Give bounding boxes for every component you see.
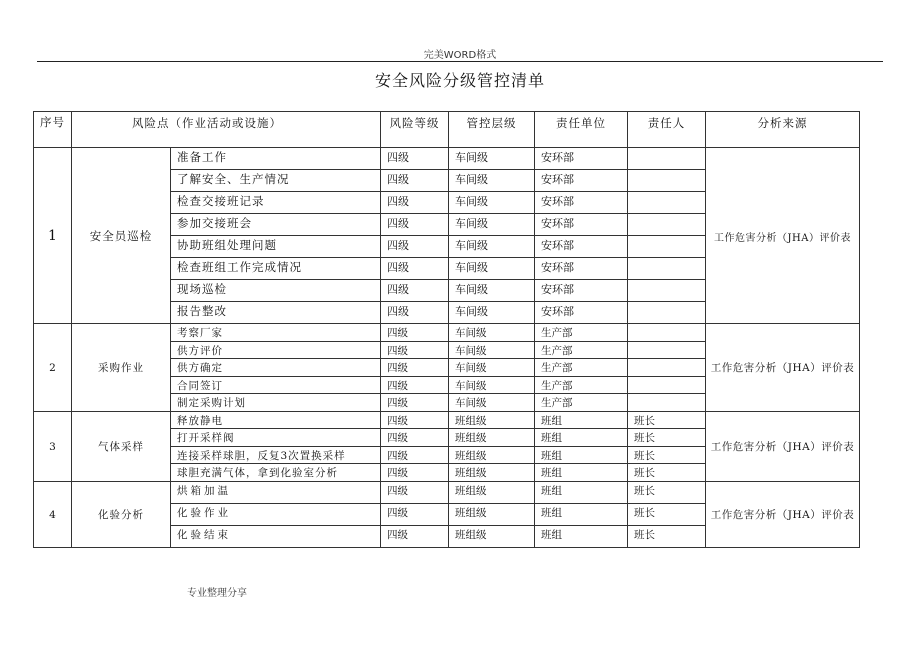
activity-cell: 协助班组处理问题 bbox=[171, 236, 381, 258]
risk-level-cell: 四级 bbox=[381, 192, 449, 214]
group-number: 2 bbox=[34, 324, 72, 412]
responsible-unit-cell: 生产部 bbox=[535, 359, 628, 377]
activity-cell: 烘箱加温 bbox=[171, 481, 381, 503]
responsible-person-cell bbox=[628, 148, 706, 170]
risk-level-cell: 四级 bbox=[381, 503, 449, 525]
header-rule bbox=[37, 61, 883, 62]
responsible-person-cell bbox=[628, 376, 706, 394]
table-header-row bbox=[34, 112, 860, 148]
responsible-unit-cell: 安环部 bbox=[535, 280, 628, 302]
responsible-person-cell bbox=[628, 236, 706, 258]
activity-cell: 检查班组工作完成情况 bbox=[171, 258, 381, 280]
responsible-person-cell: 班长 bbox=[628, 503, 706, 525]
control-level-cell: 车间级 bbox=[449, 280, 535, 302]
col-header-seq: 序号 bbox=[34, 112, 72, 148]
analysis-source: 工作危害分析（JHA）评价表 bbox=[706, 481, 860, 547]
risk-level-cell: 四级 bbox=[381, 359, 449, 377]
responsible-unit-cell: 安环部 bbox=[535, 192, 628, 214]
activity-cell: 连接采样球胆，反复3次置换采样 bbox=[171, 446, 381, 464]
responsible-unit-cell: 生产部 bbox=[535, 394, 628, 412]
responsible-person-cell bbox=[628, 341, 706, 359]
activity-cell: 释放静电 bbox=[171, 411, 381, 429]
risk-level-cell: 四级 bbox=[381, 258, 449, 280]
col-header-unit: 责任单位 bbox=[535, 112, 628, 148]
analysis-source: 工作危害分析（JHA）评价表 bbox=[706, 411, 860, 481]
responsible-unit-cell: 班组 bbox=[535, 429, 628, 447]
analysis-source: 工作危害分析（JHA）评价表 bbox=[706, 324, 860, 412]
risk-level-cell: 四级 bbox=[381, 429, 449, 447]
responsible-person-cell bbox=[628, 192, 706, 214]
responsible-unit-cell: 安环部 bbox=[535, 148, 628, 170]
analysis-source: 工作危害分析（JHA）评价表 bbox=[706, 148, 860, 324]
page-header: 完美WORD格式 bbox=[423, 50, 497, 61]
col-header-person: 责任人 bbox=[628, 112, 706, 148]
responsible-unit-cell: 班组 bbox=[535, 464, 628, 482]
page-footer: 专业整理分享 bbox=[187, 588, 247, 599]
responsible-person-cell bbox=[628, 214, 706, 236]
control-level-cell: 车间级 bbox=[449, 170, 535, 192]
control-level-cell: 车间级 bbox=[449, 376, 535, 394]
risk-level-cell: 四级 bbox=[381, 341, 449, 359]
responsible-person-cell: 班长 bbox=[628, 464, 706, 482]
risk-level-cell: 四级 bbox=[381, 170, 449, 192]
risk-level-cell: 四级 bbox=[381, 446, 449, 464]
table-row bbox=[34, 324, 860, 342]
risk-point: 气体采样 bbox=[72, 411, 171, 481]
control-level-cell: 班组级 bbox=[449, 481, 535, 503]
table-row bbox=[34, 411, 860, 429]
control-level-cell: 班组级 bbox=[449, 503, 535, 525]
activity-cell: 准备工作 bbox=[171, 148, 381, 170]
control-level-cell: 车间级 bbox=[449, 341, 535, 359]
risk-level-cell: 四级 bbox=[381, 411, 449, 429]
risk-level-cell: 四级 bbox=[381, 214, 449, 236]
responsible-unit-cell: 班组 bbox=[535, 446, 628, 464]
risk-level-cell: 四级 bbox=[381, 481, 449, 503]
activity-cell: 化验作业 bbox=[171, 503, 381, 525]
control-level-cell: 车间级 bbox=[449, 302, 535, 324]
responsible-person-cell bbox=[628, 359, 706, 377]
activity-cell: 制定采购计划 bbox=[171, 394, 381, 412]
activity-cell: 考察厂家 bbox=[171, 324, 381, 342]
control-level-cell: 班组级 bbox=[449, 411, 535, 429]
responsible-person-cell: 班长 bbox=[628, 429, 706, 447]
risk-point: 安全员巡检 bbox=[72, 148, 171, 324]
responsible-unit-cell: 安环部 bbox=[535, 170, 628, 192]
responsible-unit-cell: 班组 bbox=[535, 411, 628, 429]
control-level-cell: 车间级 bbox=[449, 148, 535, 170]
group-number: 1 bbox=[34, 148, 72, 324]
activity-cell: 报告整改 bbox=[171, 302, 381, 324]
responsible-person-cell bbox=[628, 394, 706, 412]
activity-cell: 打开采样阀 bbox=[171, 429, 381, 447]
activity-cell: 化验结束 bbox=[171, 525, 381, 547]
risk-level-cell: 四级 bbox=[381, 236, 449, 258]
group-number: 4 bbox=[34, 481, 72, 547]
responsible-unit-cell: 班组 bbox=[535, 525, 628, 547]
control-level-cell: 车间级 bbox=[449, 192, 535, 214]
risk-level-cell: 四级 bbox=[381, 394, 449, 412]
responsible-person-cell bbox=[628, 258, 706, 280]
activity-cell: 现场巡检 bbox=[171, 280, 381, 302]
control-level-cell: 班组级 bbox=[449, 464, 535, 482]
col-header-control: 管控层级 bbox=[449, 112, 535, 148]
control-level-cell: 班组级 bbox=[449, 429, 535, 447]
responsible-unit-cell: 生产部 bbox=[535, 376, 628, 394]
risk-level-cell: 四级 bbox=[381, 302, 449, 324]
control-level-cell: 车间级 bbox=[449, 236, 535, 258]
responsible-person-cell bbox=[628, 280, 706, 302]
control-level-cell: 车间级 bbox=[449, 214, 535, 236]
risk-level-cell: 四级 bbox=[381, 324, 449, 342]
responsible-unit-cell: 安环部 bbox=[535, 302, 628, 324]
col-header-source: 分析来源 bbox=[706, 112, 860, 148]
responsible-unit-cell: 安环部 bbox=[535, 258, 628, 280]
control-level-cell: 车间级 bbox=[449, 394, 535, 412]
risk-level-cell: 四级 bbox=[381, 525, 449, 547]
risk-point: 采购作业 bbox=[72, 324, 171, 412]
responsible-person-cell: 班长 bbox=[628, 481, 706, 503]
risk-level-cell: 四级 bbox=[381, 280, 449, 302]
col-header-level: 风险等级 bbox=[381, 112, 449, 148]
responsible-unit-cell: 生产部 bbox=[535, 324, 628, 342]
responsible-unit-cell: 生产部 bbox=[535, 341, 628, 359]
table-row bbox=[34, 481, 860, 503]
risk-level-cell: 四级 bbox=[381, 376, 449, 394]
risk-table bbox=[33, 111, 860, 548]
control-level-cell: 班组级 bbox=[449, 446, 535, 464]
responsible-person-cell bbox=[628, 170, 706, 192]
risk-level-cell: 四级 bbox=[381, 148, 449, 170]
table-body bbox=[34, 148, 860, 548]
responsible-person-cell bbox=[628, 302, 706, 324]
activity-cell: 检查交接班记录 bbox=[171, 192, 381, 214]
table-row bbox=[34, 148, 860, 170]
responsible-unit-cell: 安环部 bbox=[535, 214, 628, 236]
activity-cell: 球胆充满气体，拿到化验室分析 bbox=[171, 464, 381, 482]
control-level-cell: 班组级 bbox=[449, 525, 535, 547]
responsible-person-cell bbox=[628, 324, 706, 342]
activity-cell: 供方评价 bbox=[171, 341, 381, 359]
col-header-point: 风险点（作业活动或设施） bbox=[72, 112, 381, 148]
risk-point: 化验分析 bbox=[72, 481, 171, 547]
document-title: 安全风险分级管控清单 bbox=[374, 71, 545, 90]
risk-level-cell: 四级 bbox=[381, 464, 449, 482]
responsible-unit-cell: 班组 bbox=[535, 481, 628, 503]
group-number: 3 bbox=[34, 411, 72, 481]
responsible-person-cell: 班长 bbox=[628, 525, 706, 547]
responsible-unit-cell: 安环部 bbox=[535, 236, 628, 258]
activity-cell: 了解安全、生产情况 bbox=[171, 170, 381, 192]
control-level-cell: 车间级 bbox=[449, 324, 535, 342]
responsible-person-cell: 班长 bbox=[628, 446, 706, 464]
activity-cell: 供方确定 bbox=[171, 359, 381, 377]
activity-cell: 参加交接班会 bbox=[171, 214, 381, 236]
control-level-cell: 车间级 bbox=[449, 258, 535, 280]
control-level-cell: 车间级 bbox=[449, 359, 535, 377]
responsible-person-cell: 班长 bbox=[628, 411, 706, 429]
responsible-unit-cell: 班组 bbox=[535, 503, 628, 525]
activity-cell: 合同签订 bbox=[171, 376, 381, 394]
